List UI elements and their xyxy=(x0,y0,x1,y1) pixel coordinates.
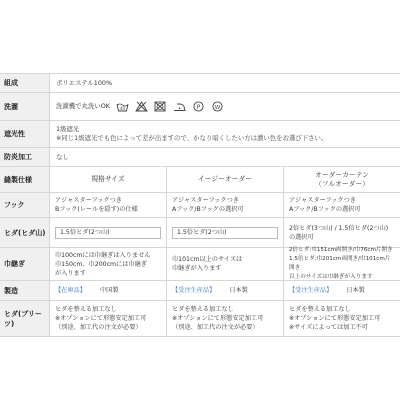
no-bleach-icon xyxy=(135,101,148,112)
hook-standard-line2: Bフック(レールを隠す)の仕様 xyxy=(55,206,138,213)
col-header-full-order xyxy=(283,167,400,192)
seam-standard-line1: 巾100cmには巾継ぎは入りません xyxy=(55,251,151,259)
seam-easy-order-line1: 巾101cm以上のサイズは xyxy=(172,256,243,263)
row-label: ヒダ(プリーツ) xyxy=(0,301,50,336)
pleats-full-order-line1: ヒダを整える加工なし xyxy=(289,306,351,313)
pleat-standard xyxy=(50,218,166,247)
pleats-standard-line2: ※オプションにて形態安定加工可 xyxy=(55,315,147,322)
seam-full-order-line2: 1.5倍ヒダ:巾201cm両開き/巾101cm片開き xyxy=(289,256,391,271)
pleat-full-order-line1: 2倍ヒダ(3つ山) / 1.5倍ヒダ(2つ山) xyxy=(289,224,389,232)
hook-easy-order xyxy=(166,193,283,217)
hook-standard xyxy=(50,193,166,217)
row-label: 組成 xyxy=(0,74,50,92)
row-label: 洗濯 xyxy=(0,93,50,120)
row-label: 遮光性 xyxy=(0,121,50,147)
manufacture-full-order xyxy=(283,281,400,300)
row-sewing-header xyxy=(0,167,400,193)
washing-text: 洗濯機で丸洗いOK xyxy=(56,102,110,110)
pleats-standard-line3: （別途、加工代の注文が必要） xyxy=(55,324,142,331)
pleats-easy-order xyxy=(166,301,283,336)
pleats-full-order-line3: ※サイズによっては加工不可 xyxy=(289,324,368,331)
blackout-value xyxy=(56,121,396,147)
row-flameproof xyxy=(0,148,400,167)
washing-value xyxy=(56,93,396,120)
pleat-full-order-line2: の選択可 xyxy=(289,233,314,241)
pleat-full-order xyxy=(283,218,400,247)
hook-full-order-line1: アジャスターフックつき xyxy=(289,197,356,204)
row-label: フック xyxy=(0,193,50,217)
row-washing xyxy=(0,93,400,121)
seam-standard-line3: が入ります xyxy=(55,269,86,277)
blackout-note: ※同じ1級遮光でも色によって差が出ますので、かなり暗くしたい方は濃い色をお選び下さい。 xyxy=(56,134,328,142)
pleats-full-order-line2: ※オプションにて形態安定加工可 xyxy=(289,315,381,322)
pleats-standard-line1: ヒダを整える加工なし xyxy=(55,306,117,313)
hook-easy-order-line2: Aフック/Bフックの選択可 xyxy=(172,206,244,213)
blackout-grade: 1級遮光 xyxy=(56,125,80,133)
origin-china: 中国製 xyxy=(99,287,119,294)
svg-text:P: P xyxy=(196,103,201,111)
composition-value: ポリエステル100% xyxy=(56,78,113,87)
origin-japan: 日本製 xyxy=(229,287,248,294)
seam-full-order xyxy=(283,248,400,280)
svg-text:40: 40 xyxy=(119,105,126,111)
iron-icon xyxy=(173,101,186,112)
row-label: ヒダ(ヒダ山) xyxy=(0,218,50,247)
wet-clean-w-icon xyxy=(211,101,224,112)
row-hook xyxy=(0,193,400,218)
hook-standard-line1: アジャスターフックつき xyxy=(55,197,122,204)
pleats-full-order xyxy=(283,301,400,336)
pleat-standard-value: 1.5倍ヒダ(2つ山) xyxy=(55,227,161,239)
row-blackout xyxy=(0,121,400,148)
pleat-easy-order xyxy=(166,218,283,247)
hook-full-order xyxy=(283,193,400,217)
dry-clean-p-icon xyxy=(192,101,205,112)
svg-text:W: W xyxy=(214,104,221,111)
row-label: 巾継ぎ xyxy=(0,248,50,280)
pleats-easy-order-line3: （別途、加工代の注文が必要） xyxy=(172,324,259,331)
wash-tub-icon xyxy=(116,101,129,112)
manufacture-easy-order xyxy=(166,281,283,300)
col-header-full-order-line2: （フルオーダー） xyxy=(314,179,370,188)
care-icons xyxy=(116,101,224,112)
row-label: 縫製仕様 xyxy=(0,167,50,192)
hook-full-order-line2: Aフック/Bフックの選択可 xyxy=(289,206,361,213)
row-pleats xyxy=(0,301,400,337)
seam-full-order-line3: 以上のサイズは巾継ぎが入ります xyxy=(289,274,373,280)
flameproof-value: なし xyxy=(56,152,69,161)
hook-easy-order-line1: アジャスターフックつき xyxy=(172,197,239,204)
origin-japan: 日本製 xyxy=(346,287,365,294)
row-manufacture xyxy=(0,281,400,301)
row-seam xyxy=(0,248,400,281)
in-stock-link[interactable]: 【在庫品】 xyxy=(55,287,86,294)
row-pleat xyxy=(0,218,400,248)
pleats-easy-order-line1: ヒダを整える加工なし xyxy=(172,306,234,313)
made-to-order-link[interactable]: 【受注生産品】 xyxy=(172,287,216,294)
row-composition xyxy=(0,73,400,93)
seam-full-order-line1: 2倍ヒダ:巾151cm両開き/巾76cm片開き xyxy=(289,247,393,253)
no-tumble-dry-icon xyxy=(154,101,167,112)
pleats-easy-order-line2: ※オプションにて形態安定加工可 xyxy=(172,315,264,322)
col-header-full-order-line1: オーダーカーテン xyxy=(315,170,369,179)
row-label: 製造 xyxy=(0,281,50,300)
made-to-order-link[interactable]: 【受注生産品】 xyxy=(289,287,333,294)
col-header-easy-order: イージーオーダー xyxy=(166,167,283,192)
seam-easy-order-line2: 巾継ぎが入ります xyxy=(172,265,222,272)
row-label: 防炎加工 xyxy=(0,148,50,166)
pleat-easy-order-value: 1.5倍ヒダ(2つ山) xyxy=(172,227,278,239)
pleats-standard xyxy=(50,301,166,336)
seam-standard-line2: 巾150cm、巾200cmには巾継ぎ xyxy=(55,260,147,268)
seam-standard xyxy=(50,248,166,280)
col-header-standard: 規格サイズ xyxy=(91,175,125,183)
manufacture-standard xyxy=(50,281,166,300)
seam-easy-order xyxy=(166,248,283,280)
